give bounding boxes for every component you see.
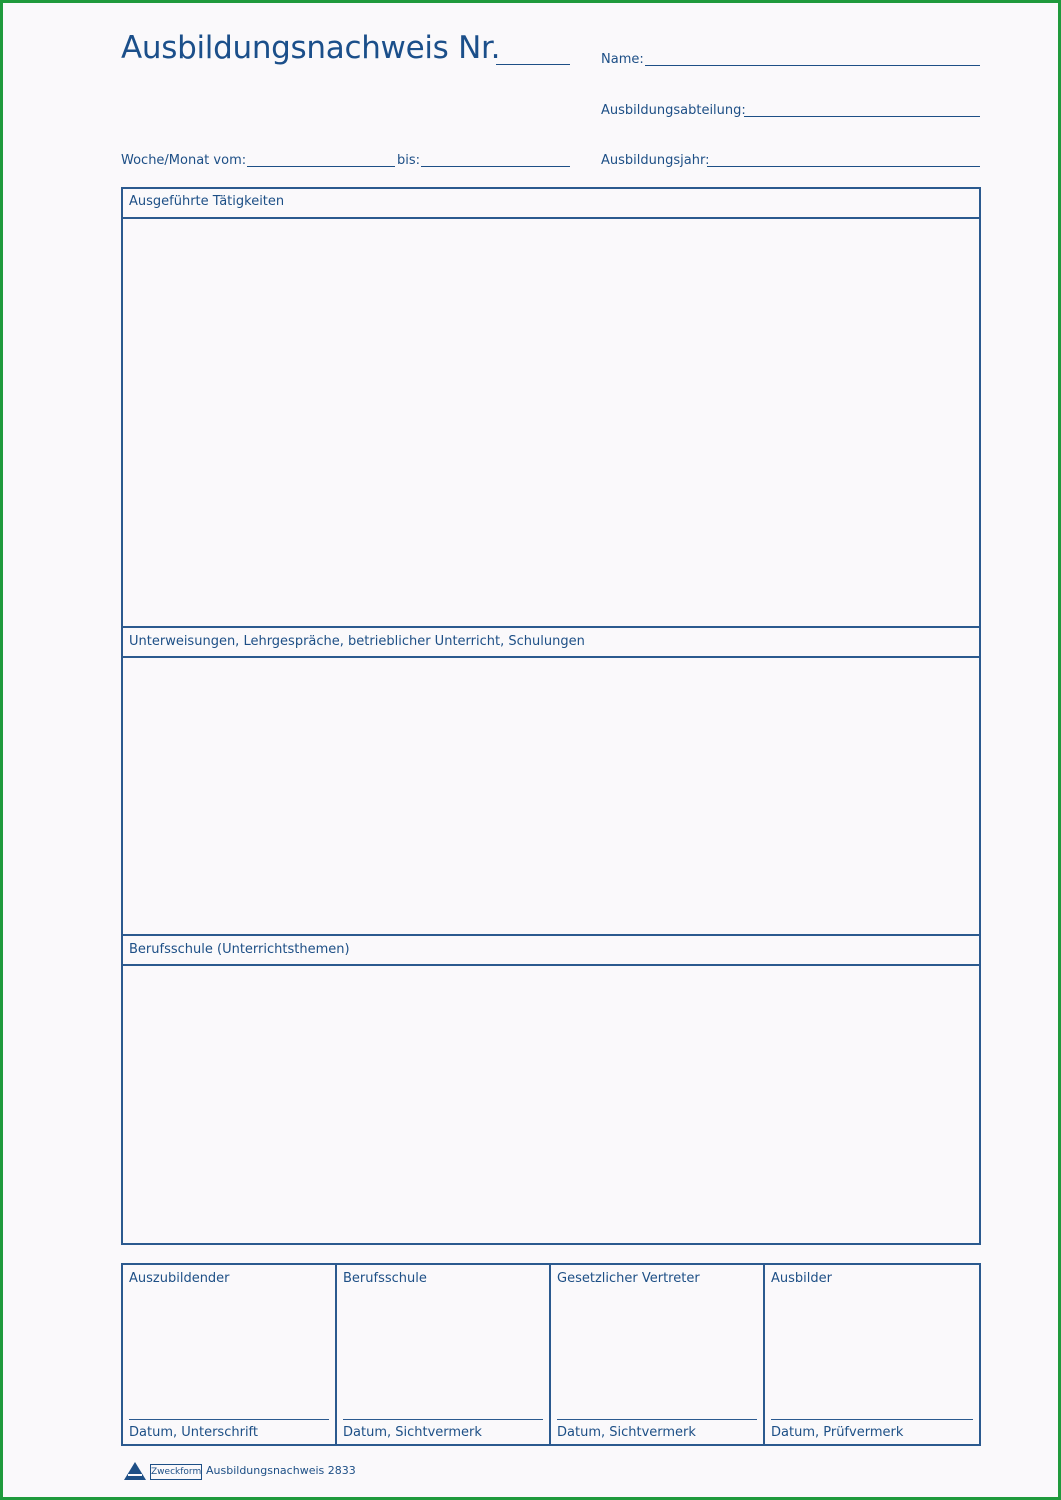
name-label: Name: xyxy=(601,52,644,67)
section-label-instruction: Unterweisungen, Lehrgespräche, betrieblicher Unterricht, Schulungen xyxy=(129,634,585,649)
vocational-school-area[interactable] xyxy=(123,966,979,1242)
signature-footer: Datum, Sichtvermerk xyxy=(557,1425,696,1440)
brand-logo: Zweckform xyxy=(150,1464,202,1480)
signature-cell-guardian[interactable] xyxy=(549,1263,765,1446)
section-divider xyxy=(121,934,981,936)
signature-title: Auszubildender xyxy=(129,1271,230,1286)
product-label: Ausbildungsnachweis 2833 xyxy=(206,1464,356,1477)
signature-cell-trainer[interactable] xyxy=(763,1263,981,1446)
year-input-line[interactable] xyxy=(707,166,980,167)
instruction-area[interactable] xyxy=(123,658,979,934)
signature-title: Ausbilder xyxy=(771,1271,832,1286)
number-input-line[interactable] xyxy=(496,64,570,65)
period-to-label: bis: xyxy=(397,153,421,168)
signature-cell-trainee[interactable] xyxy=(121,1263,337,1446)
signature-line xyxy=(557,1419,757,1420)
period-from-input-line[interactable] xyxy=(247,166,395,167)
signature-footer: Datum, Prüfvermerk xyxy=(771,1425,904,1440)
signature-title: Berufsschule xyxy=(343,1271,427,1286)
signature-line xyxy=(343,1419,543,1420)
signature-line xyxy=(129,1419,329,1420)
signature-footer: Datum, Unterschrift xyxy=(129,1425,258,1440)
section-label-vocational-school: Berufsschule (Unterrichtsthemen) xyxy=(129,942,350,957)
period-from-label: Woche/Monat vom: xyxy=(121,153,247,168)
signature-footer: Datum, Sichtvermerk xyxy=(343,1425,482,1440)
section-divider xyxy=(121,626,981,628)
department-label: Ausbildungsabteilung: xyxy=(601,103,746,118)
department-input-line[interactable] xyxy=(744,116,980,117)
name-input-line[interactable] xyxy=(645,65,980,66)
signature-cell-school[interactable] xyxy=(335,1263,551,1446)
avery-logo-icon xyxy=(124,1462,146,1480)
year-label: Ausbildungsjahr: xyxy=(601,153,710,168)
form-title: Ausbildungsnachweis Nr. xyxy=(121,30,501,66)
period-to-input-line[interactable] xyxy=(421,166,570,167)
signature-title: Gesetzlicher Vertreter xyxy=(557,1271,700,1286)
signature-line xyxy=(771,1419,973,1420)
section-label-activities: Ausgeführte Tätigkeiten xyxy=(129,194,285,209)
activities-area[interactable] xyxy=(123,219,979,626)
